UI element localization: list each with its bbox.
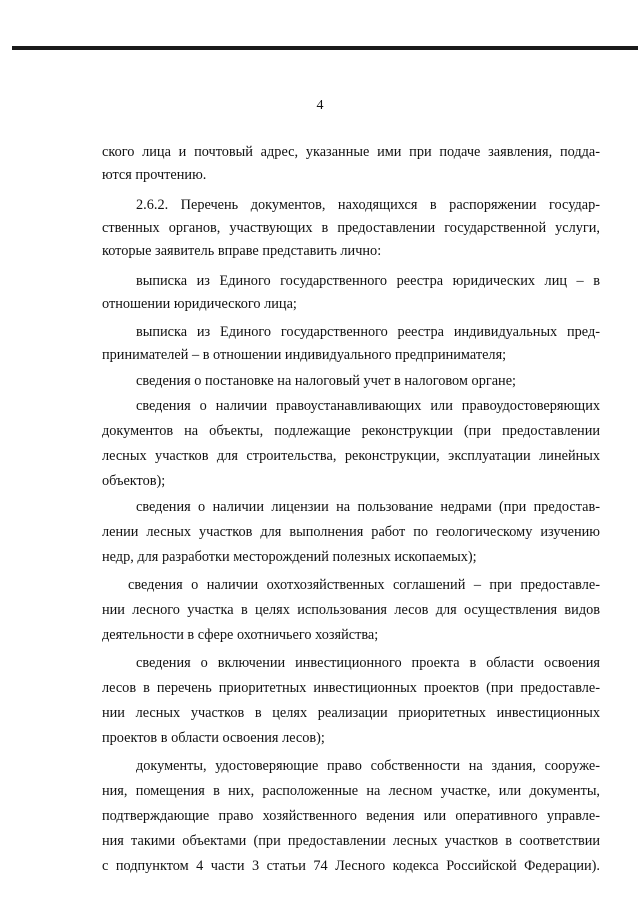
text-line: которые заявитель вправе представить лично:: [102, 243, 382, 259]
text-line: деятельности в сфере охотничьего хозяйства;: [102, 627, 379, 643]
text-line: недр, для разработки месторождений полезных ископаемых);: [102, 549, 477, 565]
text-line: нии лесного участка в целях использования лесов для осуществления видов: [102, 602, 600, 618]
text-line: отношении юридического лица;: [102, 296, 297, 312]
text-line: 2.6.2. Перечень документов, находящихся в распоряжении государ-: [136, 197, 600, 213]
text-line: объектов);: [102, 473, 166, 489]
text-line: ственных органов, участвующих в предоставлении государственной услуги,: [102, 220, 600, 236]
text-line: выписка из Единого государственного реестра юридических лиц – в: [136, 273, 600, 289]
text-line: лении лесных участков для выполнения работ по геологическому изучению: [102, 524, 600, 540]
top-rule: [12, 46, 638, 50]
text-line: ния, помещения в них, расположенные на лесном участке, или документы,: [102, 783, 600, 799]
page-number: 4: [316, 98, 324, 113]
text-line: проектов в области освоения лесов);: [102, 730, 325, 746]
text-line: сведения о постановке на налоговый учет в налоговом органе;: [136, 373, 517, 389]
text-line: подтверждающие право хозяйственного ведения или оперативного управле-: [102, 808, 600, 824]
text-line: лесных участков для строительства, реконструкции, эксплуатации линейных: [102, 448, 600, 464]
text-line: выписка из Единого государственного реестра индивидуальных пред-: [136, 324, 600, 340]
text-line: ния такими объектами (при предоставлении лесных участков в соответствии: [102, 833, 600, 849]
text-line: сведения о наличии правоустанавливающих или правоудостоверяющих: [136, 398, 600, 414]
text-line: нии лесных участков в целях реализации приоритетных инвестиционных: [102, 705, 600, 721]
text-line: сведения о включении инвестиционного проекта в области освоения: [136, 655, 600, 671]
text-line: принимателей – в отношении индивидуального предпринимателя;: [102, 347, 507, 363]
text-line: сведения о наличии лицензии на пользование недрами (при предостав-: [136, 499, 600, 515]
text-line: сведения о наличии охотхозяйственных соглашений – при предоставле-: [128, 577, 600, 593]
text-line: лесов в перечень приоритетных инвестиционных проектов (при предоставле-: [102, 680, 600, 696]
text-line: ются прочтению.: [102, 167, 207, 183]
text-line: с подпунктом 4 части 3 статьи 74 Лесного кодекса Российской Федерации).: [102, 858, 600, 874]
text-line: ского лица и почтовый адрес, указанные ими при подаче заявления, подда-: [102, 144, 600, 160]
text-line: документов на объекты, подлежащие реконструкции (при предоставлении: [102, 423, 600, 439]
text-line: документы, удостоверяющие право собственности на здания, сооруже-: [136, 758, 600, 774]
